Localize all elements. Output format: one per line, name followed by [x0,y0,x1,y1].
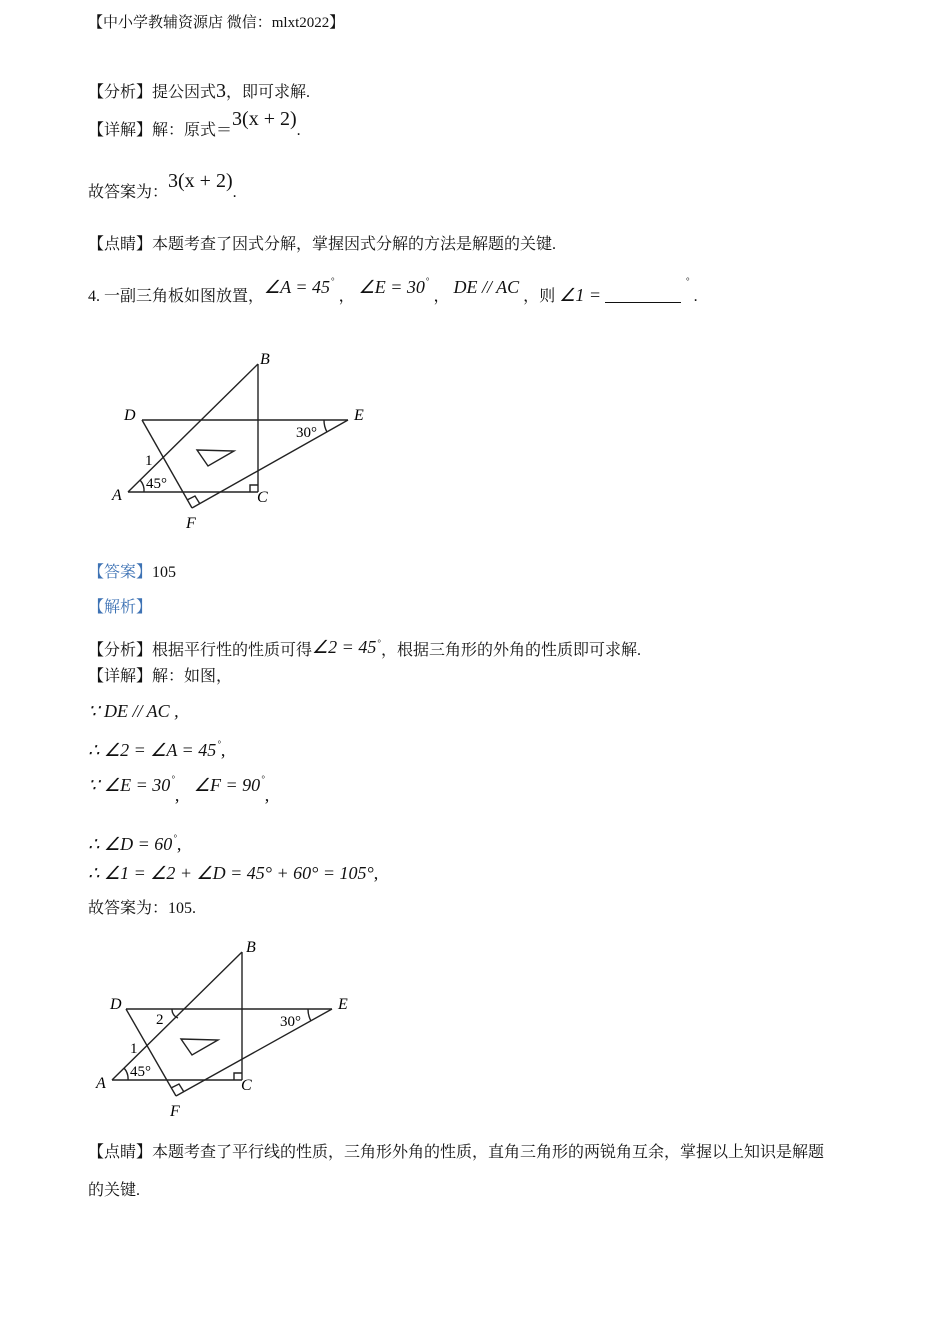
triangle-hole [181,1039,218,1055]
conclusion: 故答案为：105. [88,900,197,917]
answer-line [88,562,176,584]
final-comment-line1: 【点睛】本题考查了平行线的性质，三角形外角的性质，直角三角形的两锐角互余，掌握以上知识是解题 [88,1144,825,1161]
triangle-figure-1 [100,340,380,540]
final-comment-line2: 的关键. [88,1182,141,1199]
answer-tag: 【答案】 [88,564,153,581]
prev-comment: 【点睛】本题考查了因式分解，掌握因式分解的方法是解题的关键. [88,236,557,253]
label-30: 30° [296,425,317,441]
label-D: D [124,407,136,424]
triangle-figure-2 [84,930,364,1130]
header-source: 【中小学教辅资源店 微信：mlxt2022】 [88,15,345,31]
label-C: C [241,1077,252,1094]
jiexi-tag: 【解析】 [88,599,153,616]
question-number: 4. [88,288,100,305]
angle-arc-E [324,420,327,432]
jiexi-line [88,597,152,619]
label-E: E [338,996,348,1013]
label-E: E [354,407,364,424]
label-30: 30° [280,1014,301,1030]
answer-blank [605,286,681,303]
step-2: ∴ ∠2 = ∠A = 45°, [88,739,226,760]
prev-answer: 故答案为：3(x + 2). [88,170,237,201]
line-FE [176,1009,332,1096]
label-45: 45° [146,476,167,492]
label-angle-1: 1 [145,453,153,469]
comment-tag: 【点睛】 [88,236,153,253]
label-A: A [112,487,122,504]
step-3: ∵ ∠E = 30°, ∠F = 90°, [88,774,270,805]
label-A: A [96,1075,106,1092]
label-angle-1: 1 [130,1041,138,1057]
step-4: ∴ ∠D = 60°, [88,833,182,854]
step-1: ∵ DE // AC , [88,701,179,721]
analysis-tag: 【分析】 [88,84,153,101]
angle-arc-A [140,480,144,492]
label-B: B [246,939,256,956]
answer-expression: 3(x + 2) [168,170,233,192]
angle-arc-E [308,1009,311,1021]
label-F: F [186,515,196,532]
label-B: B [260,351,270,368]
label-D: D [110,996,122,1013]
line-FE [192,420,348,508]
step-5: ∴ ∠1 = ∠2 + ∠D = 45° + 60° = 105°, [88,863,379,883]
label-angle-2: 2 [156,1012,164,1028]
label-F: F [170,1103,180,1120]
prev-analysis: 【分析】提公因式3，即可求解. [88,80,311,102]
line-AB [128,364,258,492]
detail-expression: 3(x + 2) [232,108,297,130]
triangle-hole [197,450,234,466]
question-4: 4. 一副三角板如图放置，∠A = 45° ， ∠E = 30° ， DE // AC ，则 ∠1 =° . [88,276,698,305]
prev-detail: 【详解】解：原式＝3(x + 2). [88,108,301,139]
detail-tag: 【详解】 [88,122,153,139]
solution-detail: 【详解】解：如图， [88,668,233,685]
answer-value: 105 [152,564,177,581]
comment-tag: 【点睛】 [88,1144,153,1161]
line-AB [112,952,242,1080]
angle-arc-A [124,1068,128,1080]
label-45: 45° [130,1064,151,1080]
label-C: C [257,489,268,506]
solution-analysis: 【分析】根据平行性的性质可得∠2 = 45°，根据三角形的外角的性质即可求解. [88,637,641,659]
